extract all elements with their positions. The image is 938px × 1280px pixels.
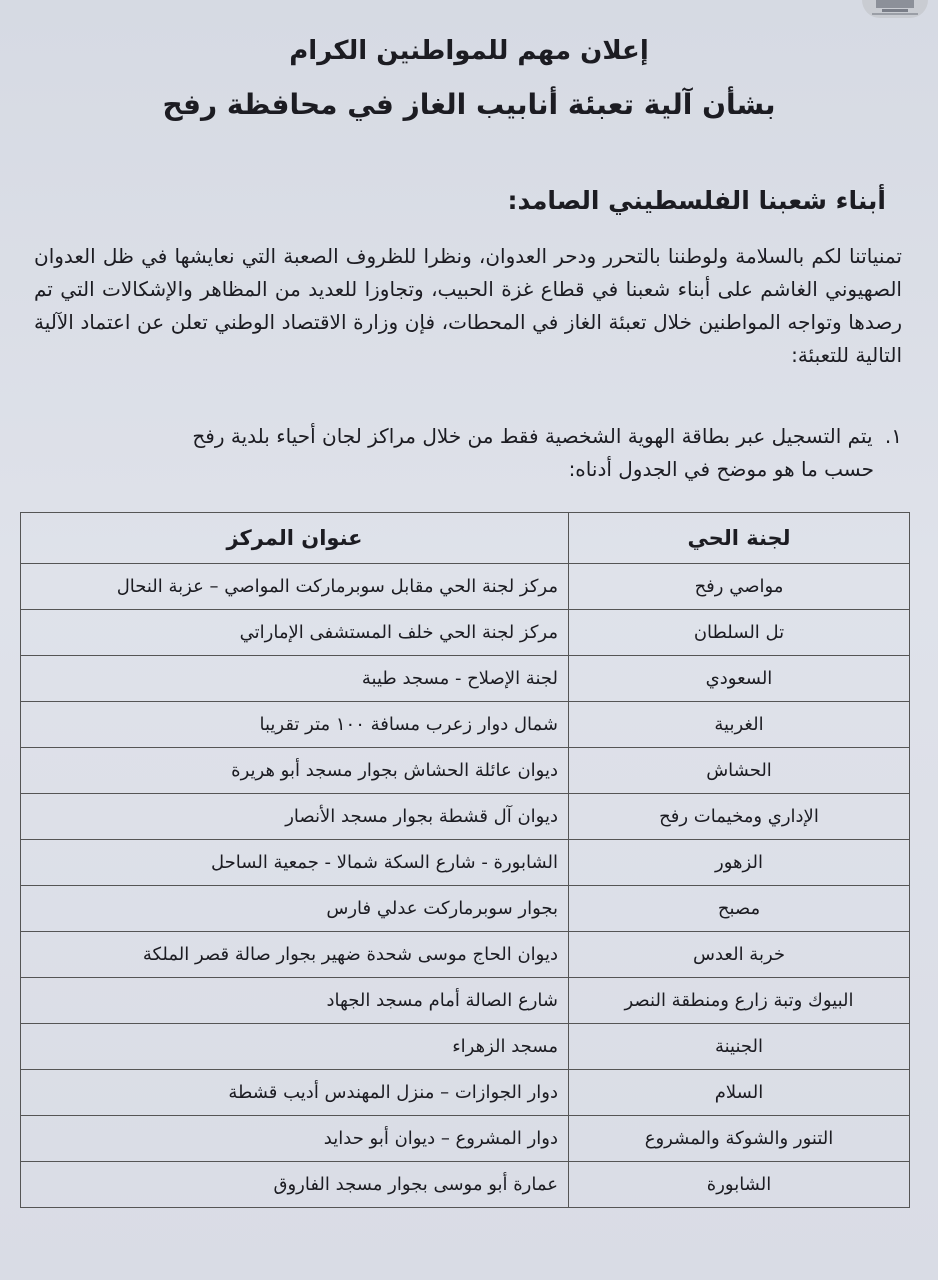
committee-cell: الزهور bbox=[569, 840, 910, 886]
address-cell: بجوار سوبرماركت عدلي فارس bbox=[21, 886, 569, 932]
header-address: عنوان المركز bbox=[21, 513, 569, 564]
address-cell: شارع الصالة أمام مسجد الجهاد bbox=[21, 978, 569, 1024]
committee-cell: الإداري ومخيمات رفح bbox=[569, 794, 910, 840]
centers-table bbox=[20, 512, 910, 1208]
table-row bbox=[21, 886, 910, 932]
committee-cell: الغربية bbox=[569, 702, 910, 748]
committee-cell: الشابورة bbox=[569, 1162, 910, 1208]
committee-cell: السعودي bbox=[569, 656, 910, 702]
address-cell: ديوان عائلة الحشاش بجوار مسجد أبو هريرة bbox=[21, 748, 569, 794]
table-row bbox=[21, 840, 910, 886]
address-cell: دوار المشروع – ديوان أبو حدايد bbox=[21, 1116, 569, 1162]
committee-cell: تل السلطان bbox=[569, 610, 910, 656]
table-row bbox=[21, 1070, 910, 1116]
address-cell: ديوان آل قشطة بجوار مسجد الأنصار bbox=[21, 794, 569, 840]
address-cell: ديوان الحاج موسى شحدة ضهير بجوار صالة قصر الملكة bbox=[21, 932, 569, 978]
table-row bbox=[21, 610, 910, 656]
ministry-logo-icon bbox=[862, 0, 928, 18]
item-line-1: يتم التسجيل عبر بطاقة الهوية الشخصية فقط من خلال مراكز لجان أحياء بلدية رفح bbox=[192, 424, 873, 448]
intro-paragraph: تمنياتنا لكم بالسلامة ولوطننا بالتحرر ودحر العدوان، ونظرا للظروف الصعبة التي نعايشها في ظل العدوان الصهيوني الغاشم على أبناء شعبنا في قطاع غزة الحبيب، وتجاوزا للعديد من المظاهر والإشكالات التي تم رصدها وتواجه المواطنين خلال تعبئة الغاز في المحطات، فإن وزارة الاقتصاد الوطني تعلن عن اعتماد الآلية التالية للتعبئة: bbox=[34, 244, 902, 367]
address-cell: دوار الجوازات – منزل المهندس أديب قشطة bbox=[21, 1070, 569, 1116]
committee-cell: الحشاش bbox=[569, 748, 910, 794]
address-cell: لجنة الإصلاح - مسجد طيبة bbox=[21, 656, 569, 702]
address-cell: شمال دوار زعرب مسافة ١٠٠ متر تقريبا bbox=[21, 702, 569, 748]
address-cell: مسجد الزهراء bbox=[21, 1024, 569, 1070]
table-row bbox=[21, 702, 910, 748]
table-row bbox=[21, 656, 910, 702]
address-cell: مركز لجنة الحي مقابل سوبرماركت المواصي – عزبة النحال bbox=[21, 564, 569, 610]
announcement-title: إعلان مهم للمواطنين الكرام bbox=[289, 36, 649, 66]
table-row bbox=[21, 748, 910, 794]
committee-cell: التنور والشوكة والمشروع bbox=[569, 1116, 910, 1162]
table-row bbox=[21, 564, 910, 610]
table-row bbox=[21, 794, 910, 840]
committee-cell: مواصي رفح bbox=[569, 564, 910, 610]
address-cell: عمارة أبو موسى بجوار مسجد الفاروق bbox=[21, 1162, 569, 1208]
announcement-subtitle: بشأن آلية تعبئة أنابيب الغاز في محافظة رفح bbox=[162, 88, 776, 121]
committee-cell: خربة العدس bbox=[569, 932, 910, 978]
item-number: ١. bbox=[884, 424, 902, 448]
address-cell: الشابورة - شارع السكة شمالا - جمعية الساحل bbox=[21, 840, 569, 886]
table-row bbox=[21, 1116, 910, 1162]
committee-cell: البيوك وتبة زارع ومنطقة النصر bbox=[569, 978, 910, 1024]
committee-cell: الجنينة bbox=[569, 1024, 910, 1070]
item-line-2: حسب ما هو موضح في الجدول أدناه: bbox=[568, 457, 874, 481]
table-row bbox=[21, 1162, 910, 1208]
committee-cell: مصبح bbox=[569, 886, 910, 932]
announcement-header bbox=[0, 36, 938, 121]
table-row bbox=[21, 978, 910, 1024]
table-header-row bbox=[21, 513, 910, 564]
committee-cell: السلام bbox=[569, 1070, 910, 1116]
address-cell: مركز لجنة الحي خلف المستشفى الإماراتي bbox=[21, 610, 569, 656]
header-committee: لجنة الحي bbox=[569, 513, 910, 564]
salutation: أبناء شعبنا الفلسطيني الصامد: bbox=[507, 186, 886, 215]
table-row bbox=[21, 932, 910, 978]
registration-item bbox=[34, 420, 902, 486]
table-row bbox=[21, 1024, 910, 1070]
